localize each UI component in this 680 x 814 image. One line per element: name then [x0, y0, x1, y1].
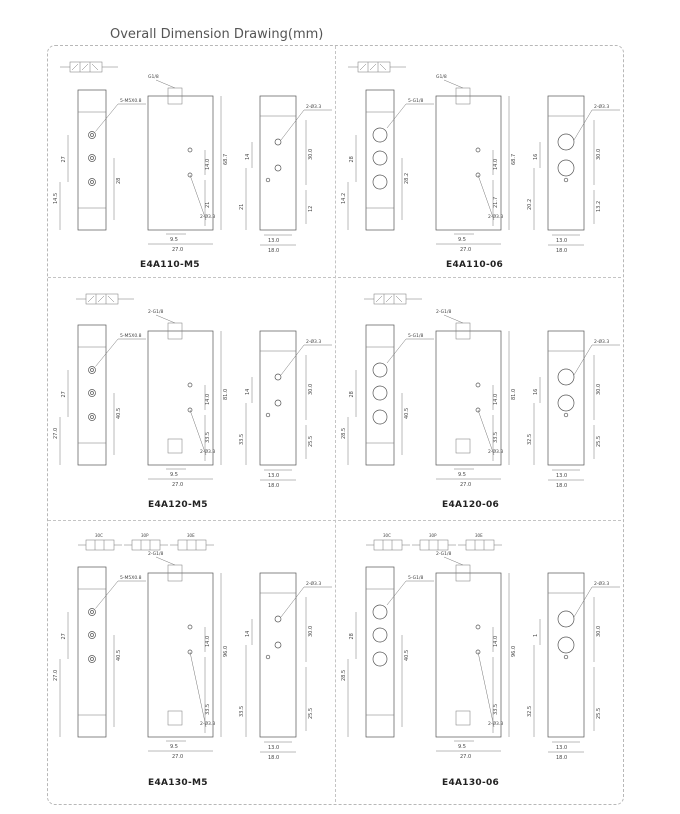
- port-core: [91, 157, 94, 160]
- leader-line: [444, 80, 463, 88]
- port-circle: [89, 656, 96, 663]
- dimension-label: 28: [349, 633, 355, 640]
- leader-line: [96, 104, 119, 132]
- panel-e4a130-m5: [48, 522, 336, 788]
- dimension-label: 14.0: [493, 635, 499, 647]
- dimension-label: 14.0: [493, 393, 499, 405]
- mount-label: 2-Ø3.3: [200, 450, 216, 455]
- leader-line: [574, 110, 592, 140]
- port-circle: [89, 390, 96, 397]
- mount-label: 2-Ø3.3: [200, 722, 216, 727]
- panel-e4a110-06: [336, 48, 624, 288]
- dimension-label: 13.0: [556, 745, 568, 751]
- dimension-label: 30.0: [596, 383, 602, 395]
- symbol-label: 30P: [429, 533, 437, 538]
- dimension-label: 33.5: [239, 705, 245, 717]
- port-core: [91, 658, 94, 661]
- model-label: E4A120-M5: [148, 500, 208, 510]
- mount-label: 2-Ø3.3: [488, 450, 504, 455]
- leader-line: [478, 410, 494, 455]
- port-circle: [558, 637, 574, 653]
- dimension-label: 33.5: [493, 703, 499, 715]
- flow-arrow: [360, 64, 386, 70]
- dimension-label: 18.0: [556, 483, 568, 489]
- top-port-label: G1/8: [436, 75, 447, 80]
- port-circle: [275, 642, 281, 648]
- mount-label: 2-Ø3.3: [306, 340, 322, 345]
- port-circle: [558, 611, 574, 627]
- dimension-label: 16: [533, 153, 539, 160]
- dimension-label: 9.5: [458, 237, 466, 243]
- model-label: E4A130-06: [442, 778, 500, 788]
- flow-arrow: [376, 296, 402, 302]
- leader-line: [574, 587, 592, 617]
- dimension-label: 18.0: [556, 755, 568, 761]
- side-view-body: [436, 331, 504, 465]
- dimension-label: 27.0: [172, 247, 184, 253]
- port-circle: [275, 400, 281, 406]
- leader-line: [281, 587, 304, 617]
- dimension-label: 14.0: [205, 393, 211, 405]
- port-circle: [89, 414, 96, 421]
- port-circle: [89, 132, 96, 139]
- dimension-label: 81.0: [511, 388, 517, 400]
- port-circle: [558, 160, 574, 176]
- flow-arrow: [72, 64, 98, 70]
- leader-line: [96, 581, 119, 609]
- mount-hole: [266, 655, 270, 659]
- dimension-label: 32.5: [527, 433, 533, 445]
- top-port-label: 2-G1/8: [436, 552, 452, 557]
- mount-hole: [266, 178, 270, 182]
- valve-symbol: [132, 540, 160, 550]
- mount-hole: [564, 413, 568, 417]
- mount-hole: [564, 178, 568, 182]
- bottom-port-boss: [456, 439, 470, 453]
- dimension-label: 18.0: [268, 483, 280, 489]
- dimension-label: 81.0: [223, 388, 229, 400]
- panel-e4a110-m5: [48, 48, 336, 288]
- dimension-label: 13.0: [556, 238, 568, 244]
- port-circle: [275, 616, 281, 622]
- leader-line: [387, 104, 406, 128]
- dimension-label: 68.7: [223, 153, 229, 165]
- bottom-port-boss: [456, 711, 470, 725]
- panel-e4a130-06: [336, 522, 624, 788]
- leader-line: [444, 557, 463, 565]
- port-circle: [373, 151, 387, 165]
- bottom-port-boss: [168, 439, 182, 453]
- dimension-label: 28.5: [341, 427, 347, 439]
- mount-label: 2-Ø3.3: [488, 215, 504, 220]
- dimension-label: 9.5: [458, 744, 466, 750]
- model-label: E4A110-06: [446, 260, 504, 270]
- dimension-label: 1: [533, 633, 539, 637]
- dimension-label: 30.0: [308, 625, 314, 637]
- leader-line: [444, 315, 463, 323]
- dimension-label: 27: [61, 391, 67, 398]
- dimension-label: 33.5: [205, 431, 211, 443]
- port-circle: [373, 652, 387, 666]
- mount-label: 2-Ø3.3: [594, 582, 610, 587]
- dimension-label: 25.5: [596, 707, 602, 719]
- mount-hole: [188, 148, 192, 152]
- dimension-label: 30.0: [596, 625, 602, 637]
- dimension-label: 25.5: [308, 435, 314, 447]
- port-core: [91, 369, 94, 372]
- dimension-drawing-e4a110-m5: [48, 48, 336, 288]
- dimension-label: 33.5: [205, 703, 211, 715]
- front-view-body: [78, 567, 106, 737]
- dimension-label: 96.0: [223, 645, 229, 657]
- dimension-label: 13.2: [596, 200, 602, 212]
- port-circle: [373, 628, 387, 642]
- dimension-label: 68.7: [511, 153, 517, 165]
- leader-line: [156, 315, 175, 323]
- port-core: [91, 416, 94, 419]
- dimension-drawing-e4a120-m5: [48, 280, 336, 520]
- dimension-drawing-e4a130-06: [336, 522, 624, 797]
- dimension-label: 14.2: [341, 192, 347, 204]
- dimension-label: 33.5: [239, 433, 245, 445]
- symbol-label: 30C: [383, 533, 391, 538]
- dimension-label: 14.0: [493, 158, 499, 170]
- port-callout: 5-M5X0.8: [120, 99, 142, 104]
- dimension-label: 27: [61, 156, 67, 163]
- dimension-label: 21.7: [493, 196, 499, 208]
- mount-hole: [476, 383, 480, 387]
- dimension-label: 9.5: [170, 744, 178, 750]
- model-label: E4A110-M5: [140, 260, 200, 270]
- dimension-label: 32.5: [527, 705, 533, 717]
- dimension-label: 40.5: [404, 407, 410, 419]
- dimension-label: 14.0: [205, 158, 211, 170]
- mount-label: 2-Ø3.3: [306, 582, 322, 587]
- port-circle: [275, 374, 281, 380]
- port-circle: [558, 134, 574, 150]
- side-view-body: [148, 573, 216, 737]
- symbol-label: 30C: [95, 533, 103, 538]
- mount-hole: [564, 655, 568, 659]
- dimension-label: 18.0: [268, 755, 280, 761]
- leader-line: [156, 557, 175, 565]
- dimension-label: 14.0: [205, 635, 211, 647]
- leader-line: [574, 345, 592, 375]
- dimension-label: 30.0: [308, 148, 314, 160]
- port-circle: [89, 609, 96, 616]
- port-circle: [373, 386, 387, 400]
- dimension-label: 13.0: [268, 473, 280, 479]
- mount-label: 2-Ø3.3: [200, 215, 216, 220]
- top-port-label: G1/8: [148, 75, 159, 80]
- leader-line: [281, 345, 304, 375]
- dimension-label: 20.2: [527, 198, 533, 210]
- dimension-drawing-e4a130-m5: [48, 522, 336, 797]
- valve-symbol: [420, 540, 448, 550]
- front-view-body: [366, 90, 394, 230]
- leader-line: [190, 410, 206, 455]
- front-view-body: [366, 325, 394, 465]
- page-title: Overall Dimension Drawing(mm): [110, 27, 324, 42]
- front-view-body: [78, 325, 106, 465]
- bottom-port-boss: [168, 711, 182, 725]
- end-view-body: [260, 573, 296, 737]
- panel-e4a120-06: [336, 280, 624, 520]
- port-circle: [373, 363, 387, 377]
- dimension-label: 18.0: [556, 248, 568, 254]
- dimension-label: 28.2: [404, 172, 410, 184]
- dimension-label: 27.0: [53, 427, 59, 439]
- dimension-label: 28: [349, 391, 355, 398]
- dimension-label: 27.0: [172, 482, 184, 488]
- port-core: [91, 634, 94, 637]
- top-port-label: 2-G1/8: [148, 310, 164, 315]
- side-view-body: [436, 573, 504, 737]
- dimension-label: 28.5: [341, 669, 347, 681]
- dimension-drawing-e4a110-06: [336, 48, 624, 288]
- valve-symbol: [178, 540, 206, 550]
- top-port-label: 2-G1/8: [436, 310, 452, 315]
- mount-label: 2-Ø3.3: [488, 722, 504, 727]
- port-callout: 5-M5X0.8: [120, 576, 142, 581]
- dimension-label: 33.5: [493, 431, 499, 443]
- model-label: E4A130-M5: [148, 778, 208, 788]
- dimension-label: 27: [61, 633, 67, 640]
- leader-line: [387, 581, 406, 605]
- dimension-label: 27.0: [460, 247, 472, 253]
- port-circle: [89, 155, 96, 162]
- dimension-label: 14: [245, 630, 251, 637]
- dimension-label: 13.0: [268, 238, 280, 244]
- dimension-label: 13.0: [556, 473, 568, 479]
- port-circle: [373, 410, 387, 424]
- dimension-label: 25.5: [308, 707, 314, 719]
- port-callout: 5-M5X0.8: [120, 334, 142, 339]
- mount-hole: [476, 148, 480, 152]
- valve-symbol: [86, 540, 114, 550]
- model-label: E4A120-06: [442, 500, 500, 510]
- leader-line: [156, 80, 175, 88]
- symbol-label: 30E: [187, 533, 195, 538]
- valve-symbol: [374, 540, 402, 550]
- dimension-label: 30.0: [308, 383, 314, 395]
- dimension-label: 27.0: [460, 754, 472, 760]
- leader-line: [478, 652, 494, 727]
- dimension-label: 16: [533, 388, 539, 395]
- mount-hole: [476, 625, 480, 629]
- dimension-drawing-e4a120-06: [336, 280, 624, 520]
- dimension-label: 40.5: [404, 649, 410, 661]
- leader-line: [96, 339, 119, 367]
- mount-label: 2-Ø3.3: [306, 105, 322, 110]
- port-circle: [275, 165, 281, 171]
- dimension-label: 13.0: [268, 745, 280, 751]
- port-core: [91, 134, 94, 137]
- port-circle: [89, 179, 96, 186]
- port-circle: [275, 139, 281, 145]
- leader-line: [190, 652, 206, 727]
- leader-line: [478, 175, 494, 220]
- dimension-label: 27.0: [172, 754, 184, 760]
- front-view-body: [78, 90, 106, 230]
- mount-hole: [266, 413, 270, 417]
- dimension-label: 25.5: [596, 435, 602, 447]
- port-core: [91, 181, 94, 184]
- dimension-label: 96.0: [511, 645, 517, 657]
- symbol-label: 30P: [141, 533, 149, 538]
- port-circle: [89, 632, 96, 639]
- panel-e4a120-m5: [48, 280, 336, 520]
- mount-label: 2-Ø3.3: [594, 105, 610, 110]
- port-callout: 5-G1/8: [408, 334, 424, 339]
- port-circle: [373, 175, 387, 189]
- mount-hole: [188, 383, 192, 387]
- top-port-label: 2-G1/8: [148, 552, 164, 557]
- dimension-label: 40.5: [116, 407, 122, 419]
- side-view-body: [148, 331, 216, 465]
- leader-line: [281, 110, 304, 140]
- port-circle: [373, 128, 387, 142]
- port-circle: [558, 369, 574, 385]
- port-callout: 5-G1/8: [408, 99, 424, 104]
- dimension-label: 21: [239, 203, 245, 210]
- dimension-label: 9.5: [170, 472, 178, 478]
- port-core: [91, 611, 94, 614]
- symbol-label: 30E: [475, 533, 483, 538]
- flow-arrow: [88, 296, 114, 302]
- row-divider-2: [48, 520, 621, 521]
- leader-line: [190, 175, 206, 220]
- mount-label: 2-Ø3.3: [594, 340, 610, 345]
- dimension-label: 27.0: [460, 482, 472, 488]
- dimension-label: 18.0: [268, 248, 280, 254]
- port-circle: [373, 605, 387, 619]
- port-core: [91, 392, 94, 395]
- dimension-label: 14: [245, 153, 251, 160]
- dimension-label: 9.5: [170, 237, 178, 243]
- dimension-label: 40.5: [116, 649, 122, 661]
- dimension-label: 28: [116, 177, 122, 184]
- port-circle: [558, 395, 574, 411]
- dimension-label: 14: [245, 388, 251, 395]
- dimension-label: 30.0: [596, 148, 602, 160]
- dimension-label: 27.0: [53, 669, 59, 681]
- mount-hole: [188, 625, 192, 629]
- leader-line: [387, 339, 406, 363]
- port-callout: 5-G1/8: [408, 576, 424, 581]
- dimension-label: 12: [308, 205, 314, 212]
- dimension-label: 9.5: [458, 472, 466, 478]
- port-circle: [89, 367, 96, 374]
- side-view-body: [436, 96, 504, 230]
- valve-symbol: [466, 540, 494, 550]
- dimension-label: 14.5: [53, 192, 59, 204]
- side-view-body: [148, 96, 216, 230]
- dimension-label: 21: [205, 201, 211, 208]
- dimension-label: 28: [349, 156, 355, 163]
